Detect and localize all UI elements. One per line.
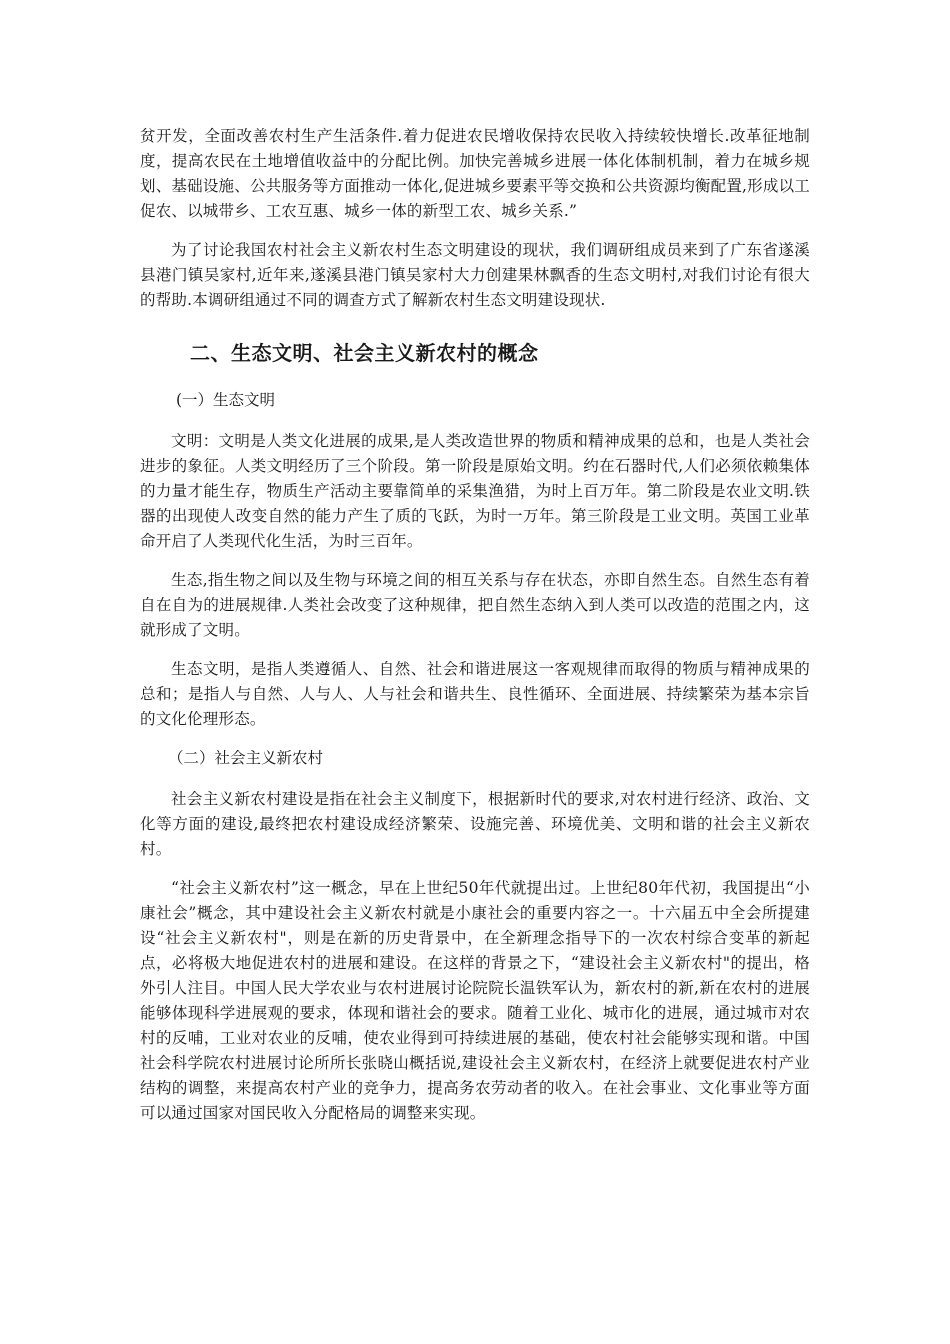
paragraph-civilization: 文明：文明是人类文化进展的成果,是人类改造世界的物质和精神成果的总和，也是人类社会进步的象征。人类文明经历了三个阶段。第一阶段是原始文明。约在石器时代,人们必须依赖集体的力量才能生存，物质生产活动主要靠简单的采集渔猎，为时上百万年。第二阶段是农业文明.铁器的出现使人改变自然的能力产生了质的飞跃，为时一万年。第三阶段是工业文明。英国工业革命开启了人类现代化生活，为时三百年。: [140, 432, 810, 550]
section-heading: 二、生态文明、社会主义新农村的概念: [190, 341, 539, 365]
paragraph-ecology: 生态,指生物之间以及生物与环境之间的相互关系与存在状态，亦即自然生态。自然生态有着自在自为的进展规律.人类社会改变了这种规律，把自然生态纳入到人类可以改造的范围之内，这就形成了文明。: [140, 571, 810, 639]
paragraph-new-countryside-history: “社会主义新农村”这一概念，早在上世纪50年代就提出过。上世纪80年代初，我国提出“小康社会”概念，其中建设社会主义新农村就是小康社会的重要内容之一。十六届五中全会所提建设“社会主义新农村"，则是在新的历史背景中，在全新理念指导下的一次农村综合变革的新起点，必将极大地促进农村的进展和建设。在这样的背景之下，“建设社会主义新农村"的提出，格外引人注目。中国人民大学农业与农村进展讨论院院长温铁军认为，新农村的新,新在农村的进展能够体现科学进展观的要求，体现和谐社会的要求。随着工业化、城市化的进展，通过城市对农村的反哺，工业对农业的反哺，使农业得到可持续进展的基础，使农村社会能够实现和谐。中国社会科学院农村进展讨论所所长张晓山概括说,建设社会主义新农村，在经济上就要促进农村产业结构的调整，来提高农村产业的竞争力，提高务农劳动者的收入。在社会事业、文化事业等方面可以通过国家对国民收入分配格局的调整来实现。: [140, 879, 810, 1122]
document-page: [140, 124, 810, 1140]
paragraph-new-countryside-definition: 社会主义新农村建设是指在社会主义制度下，根据新时代的要求,对农村进行经济、政治、文化等方面的建设,最终把农村建设成经济繁荣、设施完善、环境优美、文明和谐的社会主义新农村。: [140, 790, 810, 858]
paragraph-ecological-civilization: 生态文明，是指人类遵循人、自然、社会和谐进展这一客观规律而取得的物质与精神成果的总和；是指人与自然、人与人、人与社会和谐共生、良性循环、全面进展、持续繁荣为基本宗旨的文化伦理形态。: [140, 660, 810, 728]
subsection-title-ecological-civilization: (一）生态文明: [176, 391, 276, 409]
subsection-title-new-countryside: （二）社会主义新农村: [168, 749, 324, 767]
paragraph-intro-continued: 贫开发，全面改善农村生产生活条件.着力促进农民增收保持农民收入持续较快增长.改革征地制度，提高农民在土地增值收益中的分配比例。加快完善城乡进展一体化体制机制，着力在城乡规划、基础设施、公共服务等方面推动一体化,促进城乡要素平等交换和公共资源均衡配置,形成以工促农、以城带乡、工农互惠、城乡一体的新型工农、城乡关系.”: [140, 127, 810, 220]
paragraph-research-background: 为了讨论我国农村社会主义新农村生态文明建设的现状，我们调研组成员来到了广东省遂溪县港门镇吴家村,近年来,遂溪县港门镇吴家村大力创建果林飘香的生态文明村,对我们讨论有很大的帮助.本调研组通过不同的调查方式了解新农村生态文明建设现状.: [140, 241, 810, 309]
